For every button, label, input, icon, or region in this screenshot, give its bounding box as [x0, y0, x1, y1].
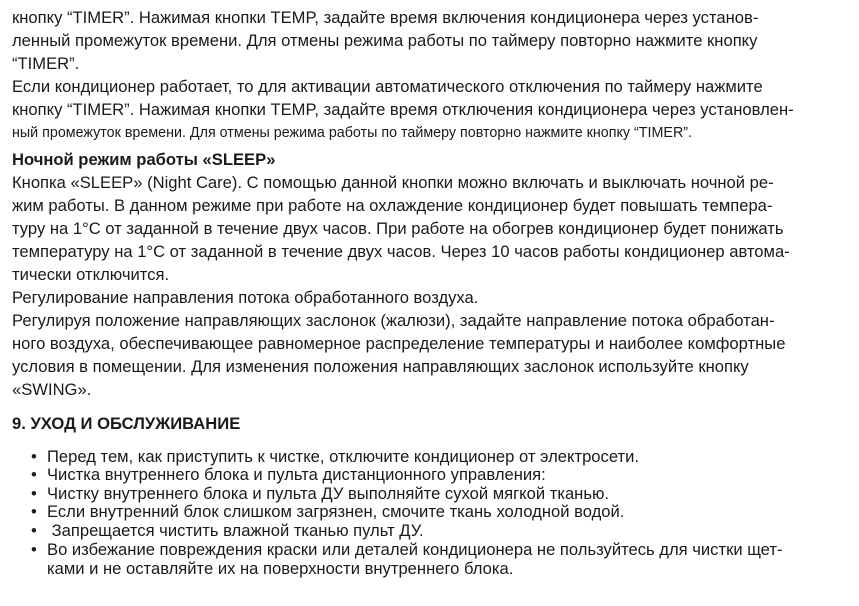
bullet-marker: •	[31, 521, 37, 540]
sleep-line-5: тически отключится.	[12, 265, 170, 284]
timer-line-3: “TIMER”.	[12, 54, 80, 73]
sleep-line-8: ного воздуха, обеспечивающее равномерное распределение температуры и наиболее комфортные	[12, 334, 786, 353]
care-bullet-5: Запрещается чистить влажной тканью пульт ДУ.	[47, 521, 424, 540]
timer-line-2: ленный промежуток времени. Для отмены режима работы по таймеру повторно нажмите кнопку	[12, 31, 758, 50]
bullet-marker: •	[31, 540, 37, 559]
bullet-marker: •	[31, 465, 37, 484]
care-bullet-4: Если внутренний блок слишком загрязнен, смочите ткань холодной водой.	[47, 502, 625, 521]
sleep-line-4: температуру на 1°C от заданной в течение двух часов. Через 10 часов работы кондиционер автома-	[12, 242, 790, 261]
sleep-line-1: Кнопка «SLEEP» (Night Care). С помощью данной кнопки можно включать и выключать ночной ре-	[12, 173, 774, 192]
care-heading: 9. УХОД И ОБСЛУЖИВАНИЕ	[12, 414, 241, 433]
care-bullet-6: Во избежание повреждения краски или деталей кондиционера не пользуйтесь для чистки щет-	[47, 540, 783, 559]
care-bullet-6-continuation: ками и не оставляйте их на поверхности внутреннего блока.	[47, 559, 514, 578]
timer-line-1: кнопку “TIMER”. Нажимая кнопки TEMP, задайте время включения кондиционера через установ-	[12, 8, 759, 27]
care-bullet-1: Перед тем, как приступить к чистке, отключите кондиционер от электросети.	[47, 447, 639, 466]
sleep-line-7: Регулируя положение направляющих заслонок (жалюзи), задайте направление потока обработан-	[12, 311, 775, 330]
sleep-line-3: туру на 1°C от заданной в течение двух часов. При работе на обогрев кондиционер будет понижать	[12, 219, 784, 238]
sleep-line-9: условия в помещении. Для изменения положения направляющих заслонок используйте кнопку	[12, 357, 749, 376]
care-bullet-3: Чистку внутреннего блока и пульта ДУ выполняйте сухой мягкой тканью.	[47, 484, 610, 503]
bullet-marker: •	[31, 447, 37, 466]
bullet-marker: •	[31, 502, 37, 521]
timer-line-4: Если кондиционер работает, то для активации автоматического отключения по таймеру нажмите	[12, 77, 763, 96]
sleep-line-6: Регулирование направления потока обработанного воздуха.	[12, 288, 479, 307]
sleep-heading: Ночной режим работы «SLEEP»	[12, 150, 276, 169]
timer-line-6: ный промежуток времени. Для отмены режима работы по таймеру повторно нажмите кнопку “TIMER”.	[12, 125, 693, 141]
sleep-line-2: жим работы. В данном режиме при работе на охлаждение кондиционер будет повышать темпера-	[12, 196, 773, 215]
sleep-line-10: «SWING».	[12, 380, 92, 399]
care-bullet-2: Чистка внутреннего блока и пульта дистанционного управления:	[47, 465, 546, 484]
bullet-marker: •	[31, 484, 37, 503]
timer-line-5: кнопку “TIMER”. Нажимая кнопки TEMP, задайте время отключения кондиционера через установлен-	[12, 100, 794, 119]
